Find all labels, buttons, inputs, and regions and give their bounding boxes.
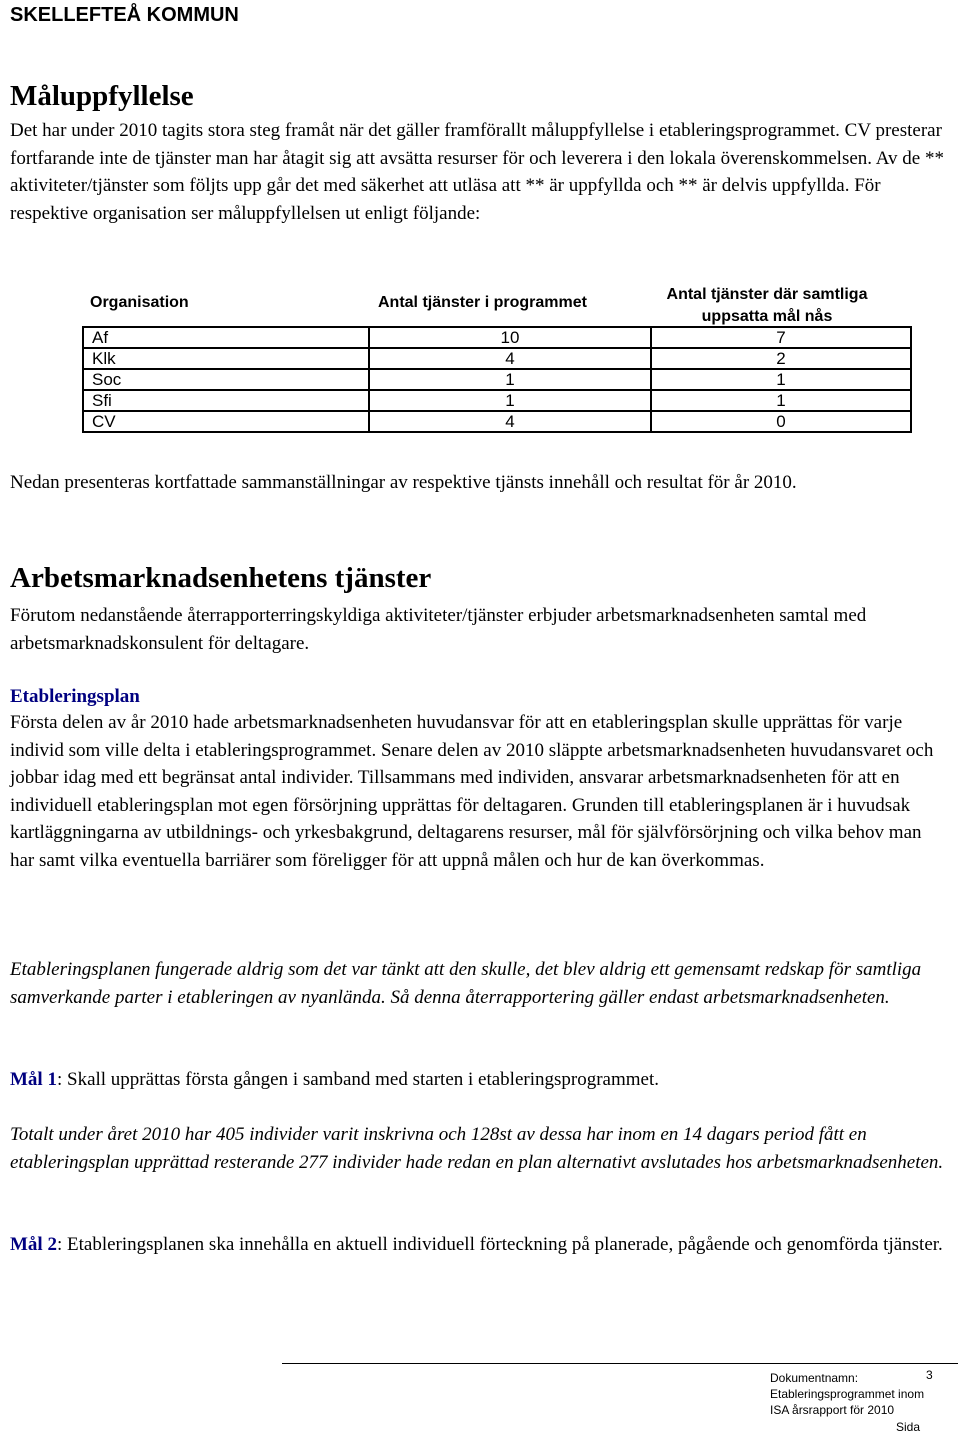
intro-paragraph: Det har under 2010 tagits stora steg framåt när det gäller framförallt måluppfyllelse i etableringsprogrammet. CV presterar fortfarande inte de tjänster man har åtagit sig att avsätta resurser för och leverera i den lokala överenskommelsen. Av de ** aktiviteter/tjänster som följts upp går det med säkerhet att utläsa att ** är uppfyllda och ** är delvis uppfyllda. För respektive organisation ser måluppfyllelsen ut enligt följande: [10,120,944,224]
table-row [83,348,911,369]
after-table-paragraph: Nedan presenteras kortfattade sammanställningar av respektive tjänsts innehåll och resultat för år 2010. [10,472,797,493]
column-header-antal: Antal tjänster i programmet [378,294,587,311]
cell-org: Af [83,327,369,348]
table-row [83,411,911,432]
etableringsplan-body: Första delen av år 2010 hade arbetsmarknadsenheten huvudansvar för att en etableringsplan skulle upprättas för varje individ som ville delta i etableringsprogrammet. Senare delen av 2010 släppte arbetsmarknadsenheten huvudansvaret och jobbar idag med ett begränsat antal individer. Tillsammans med individen, ansvarar arbetsmarknadsenheten för att en individuell etableringsplan mot egen försörjning upprättas för deltagaren. Grunden till etableringsplanen är i huvudsak kartläggningarna av utbildnings- och yrkesbakgrund, deltagarens resurser, mål för självförsörjning och vilka behov man har samt vilka eventuella barriärer som föreligger för att uppnå målen och hur de kan överkommas. [10,712,934,871]
goal-1 [10,1066,950,1094]
cell-mal: 2 [651,348,911,369]
italic-note: Etableringsplanen fungerade aldrig som det var tänkt att den skulle, det blev aldrig ett gemensamt redskap för samtliga samverkande parter i etableringen av nyanlända. Så denna återrapportering gäller endast arbetsmarknadsenheten. [10,959,922,1008]
goal-1-label: Mål 1 [10,1069,57,1090]
column-header-mal: Antal tjänster där samtliga uppsatta mål nås [666,286,868,325]
cell-org: Klk [83,348,369,369]
cell-org: Sfi [83,390,369,411]
cell-antal: 4 [369,348,651,369]
goal-1-result: Totalt under året 2010 har 405 individer varit inskrivna och 128st av dessa har inom en 14 dagars period fått en etableringsplan upprättad resterande 277 individer hade redan en plan alternativt avslutades hos arbetsmarknadsenheten. [10,1124,944,1173]
section2-intro: Förutom nedanstående återrapporterringskyldiga aktiviteter/tjänster erbjuder arbetsmarknadsenheten samtal med arbetsmarknadskonsulent för deltagare. [10,605,867,654]
page-number: 3 [926,1368,933,1382]
goal-1-text: : Skall upprättas första gången i samband med starten i etableringsprogrammet. [56,1069,659,1090]
cell-org: Soc [83,369,369,390]
goal-2-label: Mål 2 [10,1234,57,1255]
table-row [83,369,911,390]
cell-antal: 1 [369,390,651,411]
footer-doc-label: Dokumentnamn: [770,1371,859,1385]
cell-antal: 1 [369,369,651,390]
footer-sida: Sida [896,1420,921,1434]
cell-mal: 0 [651,411,911,432]
column-header-organisation: Organisation [90,294,189,311]
section-title-arbetsmarknad: Arbetsmarknadsenhetens tjänster [10,562,432,594]
cell-antal: 10 [369,327,651,348]
footer-divider [282,1363,958,1364]
goal-fulfillment-table [82,326,912,433]
subheading-etableringsplan: Etableringsplan [10,686,140,707]
goal-2 [10,1231,950,1259]
section-title-maluppfyllelse: Måluppfyllelse [10,80,194,112]
table-row [83,327,911,348]
footer-doc-line1: Etableringsprogrammet inom [770,1387,925,1401]
organization-header: SKELLEFTEÅ KOMMUN [10,4,239,26]
footer-doc-line2: ISA årsrapport för 2010 [770,1403,895,1417]
cell-mal: 1 [651,390,911,411]
cell-org: CV [83,411,369,432]
goal-2-text: : Etableringsplanen ska innehålla en aktuell individuell förteckning på planerade, pågående och genomförda tjänster. [56,1234,943,1255]
footer-document-info [770,1370,924,1418]
cell-mal: 1 [651,369,911,390]
table-row [83,390,911,411]
cell-mal: 7 [651,327,911,348]
table-header [82,282,912,326]
cell-antal: 4 [369,411,651,432]
